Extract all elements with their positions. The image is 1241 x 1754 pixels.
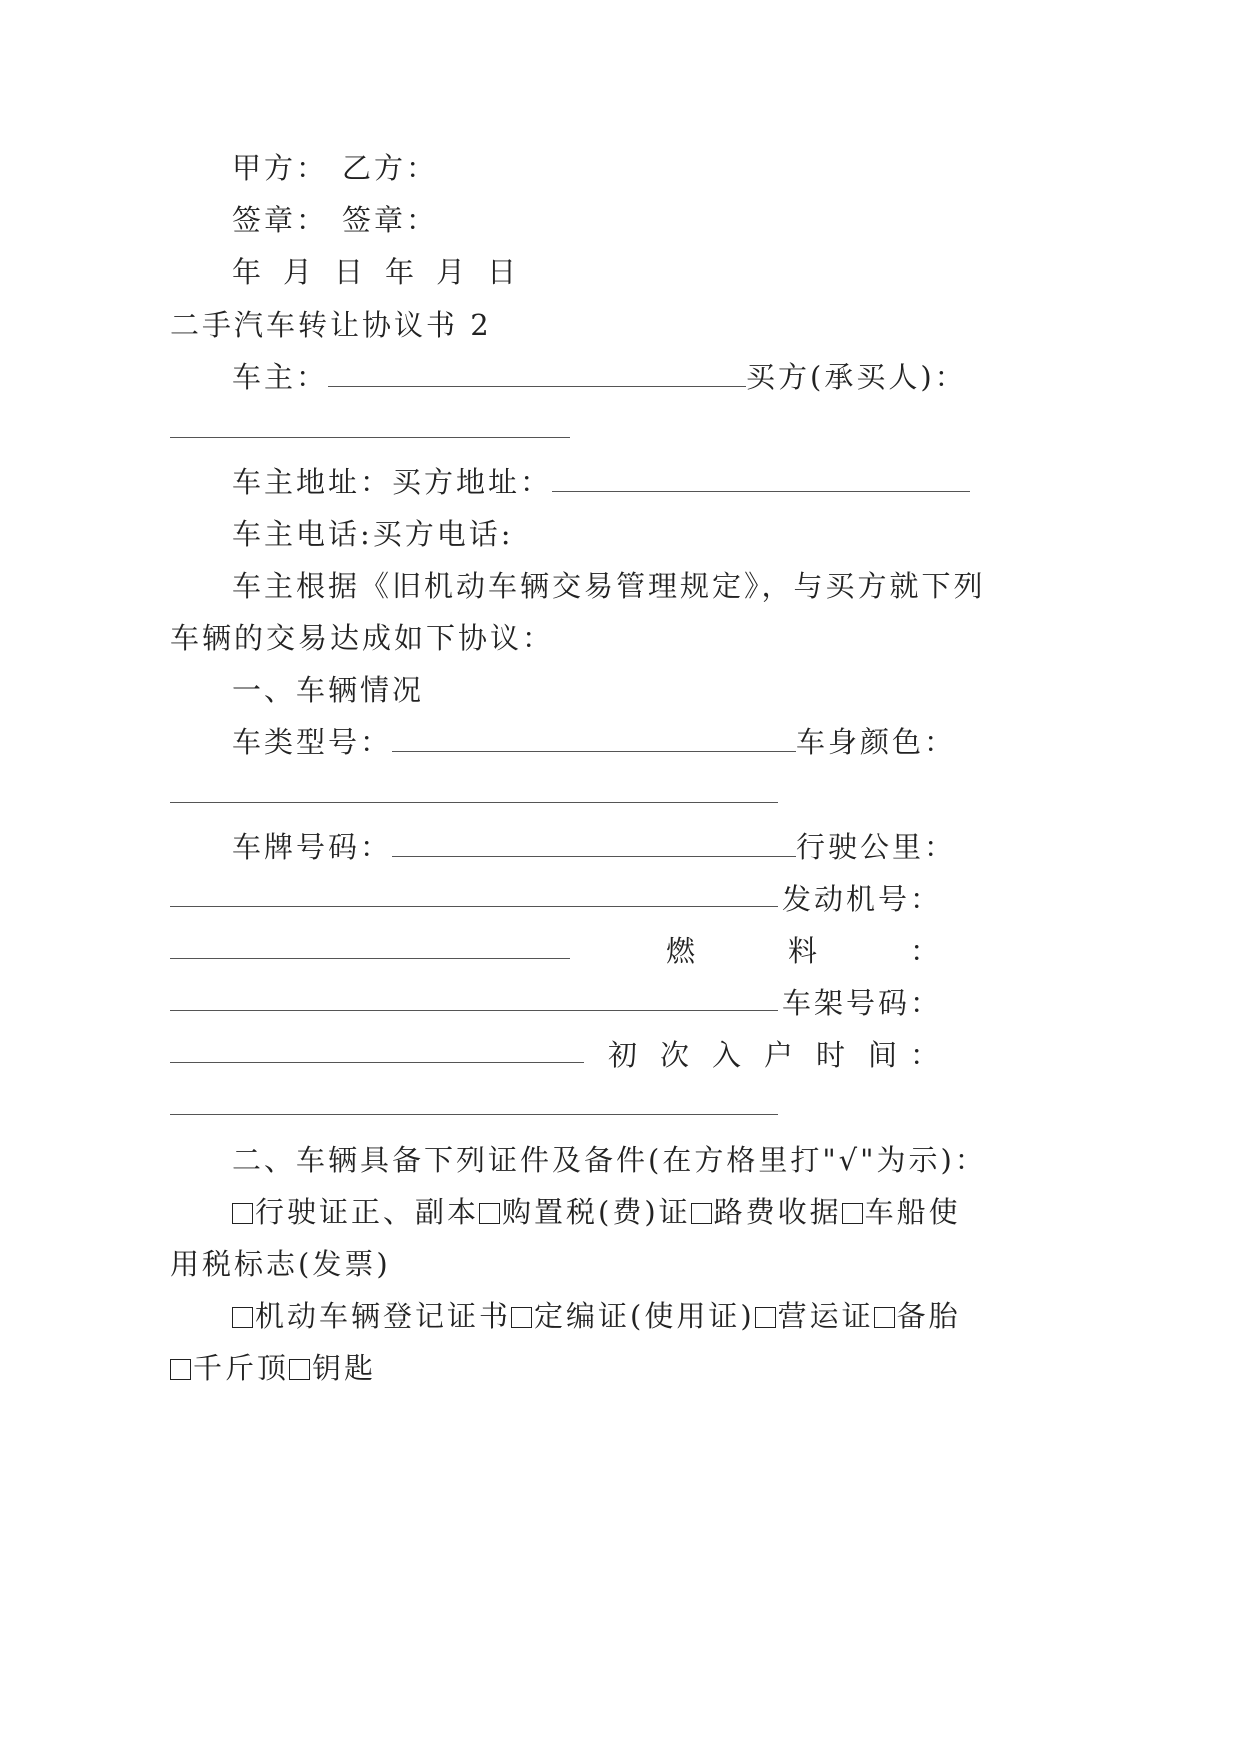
plate-mileage-line	[232, 827, 956, 867]
first-reg-char-4: 户	[764, 1038, 797, 1072]
checkbox[interactable]	[691, 1203, 712, 1224]
section-2-title: 二、车辆具备下列证件及备件(在方格里打"√"为示)：	[232, 1143, 987, 1177]
plate-label: 车牌号码：	[232, 830, 393, 864]
checkbox[interactable]	[511, 1307, 532, 1328]
item-jack: 千斤顶	[193, 1351, 290, 1385]
phone-line	[232, 514, 514, 554]
mileage-field-line	[170, 906, 778, 907]
fuel-char-2: 料	[788, 934, 821, 968]
fuel-colon: ：	[910, 934, 943, 968]
first-reg-char-2: 次	[660, 1038, 693, 1072]
agreement-title: 二手汽车转让协议书 2	[170, 308, 492, 342]
signature-date-line	[232, 252, 516, 292]
item-toll-receipt: 路费收据	[713, 1195, 842, 1229]
items-line-2: 用税标志(发票)	[170, 1247, 391, 1281]
owner-label: 车主：	[232, 360, 329, 394]
checkbox[interactable]	[874, 1307, 895, 1328]
intro-line-1: 车主根据《旧机动车辆交易管理规定》，与买方就下列	[232, 569, 986, 603]
owner-phone-label: 车主电话:	[232, 517, 373, 551]
section-1-title: 一、车辆情况	[232, 673, 425, 707]
party-b-label: 乙方：	[342, 151, 439, 185]
item-usage-cert: 定编证(使用证)	[534, 1299, 755, 1333]
seal-a-label: 签章：	[232, 203, 329, 237]
date-b-year: 年	[385, 255, 415, 289]
party-a-label: 甲方：	[232, 151, 329, 185]
plate-field-line	[392, 856, 796, 857]
owner-buyer-line	[232, 357, 967, 397]
fuel-char-1: 燃	[666, 934, 699, 968]
color-label: 车身颜色：	[796, 725, 957, 759]
fuel-field-line	[170, 1010, 778, 1011]
owner-address-label: 车主地址：	[232, 465, 393, 499]
checkbox[interactable]	[232, 1307, 253, 1328]
buyer-address-field-line	[552, 491, 970, 492]
buyer-label: 买方(承买人)：	[746, 360, 967, 394]
date-b-day: 日	[487, 255, 517, 289]
items-line-4	[170, 1348, 376, 1388]
engine-label: 发动机号：	[782, 882, 943, 916]
buyer-phone-label: 买方电话:	[372, 517, 514, 551]
item-registration-cert: 机动车辆登记证书	[255, 1299, 512, 1333]
item-license: 行驶证正、副本	[255, 1195, 480, 1229]
owner-field-line	[328, 386, 746, 387]
signature-party-line	[232, 148, 438, 188]
first-reg-char-5: 时	[816, 1038, 849, 1072]
seal-b-label: 签章：	[342, 203, 439, 237]
date-a-day: 日	[334, 255, 364, 289]
checkbox[interactable]	[842, 1203, 863, 1224]
checkbox[interactable]	[479, 1203, 500, 1224]
item-spare-tire: 备胎	[896, 1299, 961, 1333]
intro-line-2: 车辆的交易达成如下协议：	[170, 621, 555, 655]
signature-seal-line	[232, 200, 438, 240]
items-line-3	[232, 1296, 961, 1336]
checkbox[interactable]	[289, 1359, 310, 1380]
item-vessel-tax-part1: 车船使	[864, 1195, 961, 1229]
model-field-line	[392, 751, 796, 752]
checkbox[interactable]	[755, 1307, 776, 1328]
date-b-month: 月	[436, 255, 466, 289]
checkbox[interactable]	[232, 1203, 253, 1224]
frame-label: 车架号码：	[782, 986, 943, 1020]
item-purchase-tax: 购置税(费)证	[502, 1195, 691, 1229]
buyer-field-line	[170, 437, 570, 438]
frame-field-line	[170, 1062, 584, 1063]
color-field-line	[170, 802, 778, 803]
buyer-address-label: 买方地址：	[392, 465, 553, 499]
engine-field-line	[170, 958, 570, 959]
item-operation-cert: 营运证	[777, 1299, 874, 1333]
first-reg-colon: ：	[910, 1038, 943, 1072]
first-reg-char-3: 入	[712, 1038, 745, 1072]
items-line-1	[232, 1192, 961, 1232]
first-reg-char-1: 初	[608, 1038, 641, 1072]
model-label: 车类型号：	[232, 725, 393, 759]
first-reg-char-6: 间	[868, 1038, 901, 1072]
item-keys: 钥匙	[312, 1351, 377, 1385]
first-reg-field-line	[170, 1114, 778, 1115]
address-line	[232, 462, 970, 502]
date-a-month: 月	[283, 255, 313, 289]
date-a-year: 年	[232, 255, 262, 289]
model-color-line	[232, 722, 956, 762]
checkbox[interactable]	[170, 1359, 191, 1380]
mileage-label: 行驶公里：	[796, 830, 957, 864]
